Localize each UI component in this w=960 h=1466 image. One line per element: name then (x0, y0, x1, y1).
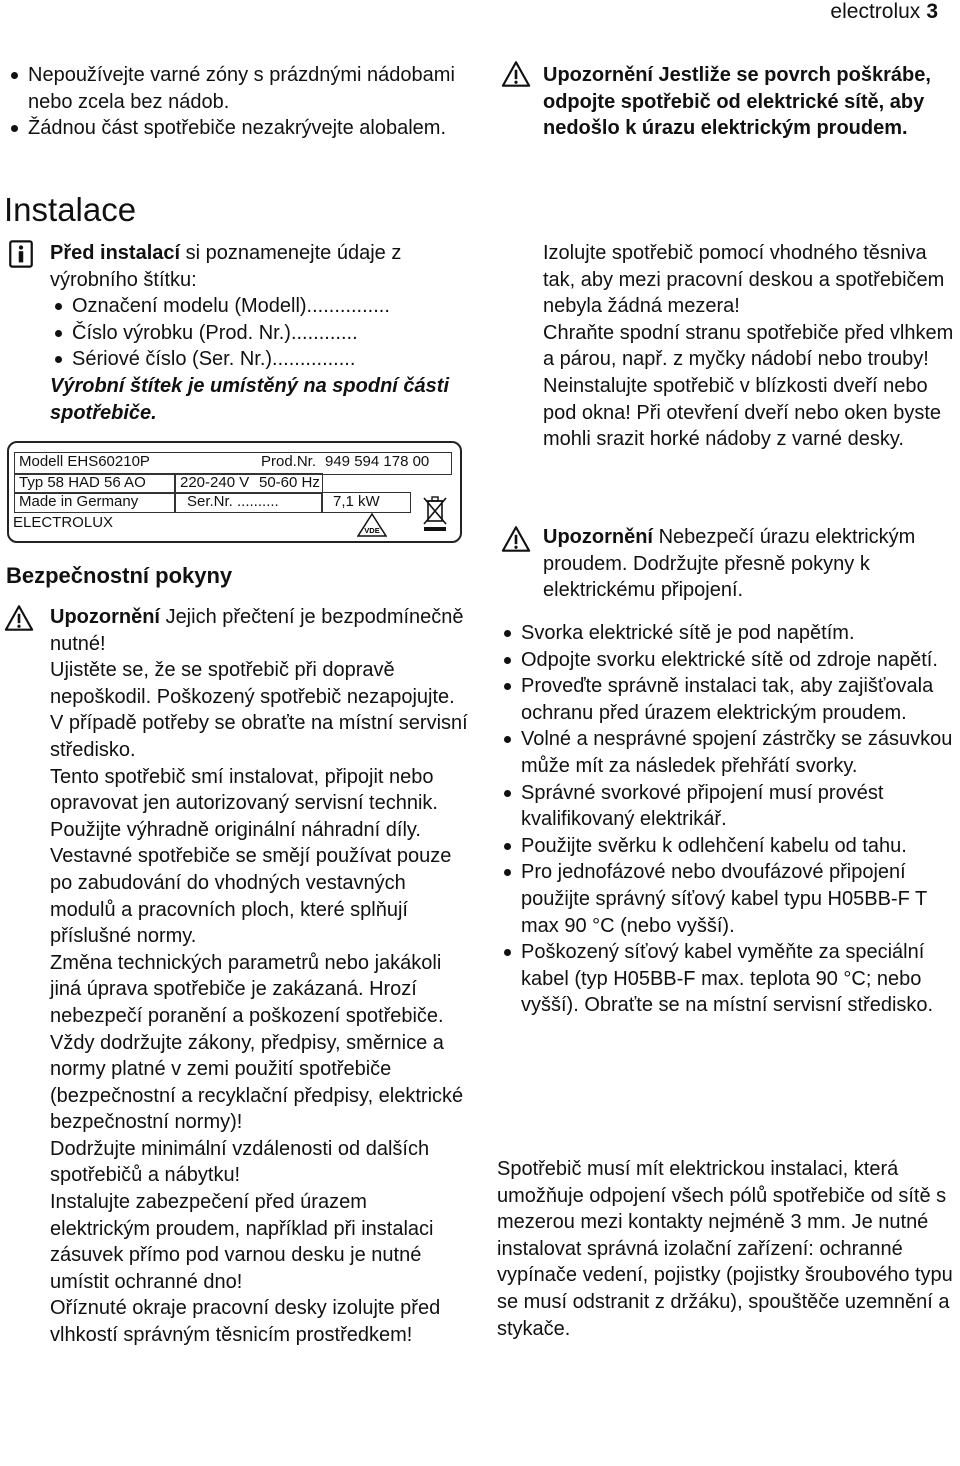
warning-icon (501, 60, 531, 88)
list-item: Sériové číslo (Ser. Nr.)............... (50, 346, 470, 373)
page-number: 3 (926, 0, 938, 23)
list-item: Odpojte svorku elektrické sítě od zdroje napětí. (499, 647, 959, 674)
safety-title: Bezpečnostní pokyny (6, 563, 233, 588)
warning-label: Upozornění (543, 526, 653, 548)
list-item: Nepoužívejte varné zóny s prázdnými nádobami nebo zcela bez nádob. (6, 62, 456, 115)
warning-icon (4, 604, 34, 632)
info-icon (6, 240, 36, 268)
vde-mark-icon (357, 513, 387, 537)
surface-damage-warning: Upozornění Jestliže se povrch poškrábe, odpojte spotřebič od elektrické sítě, aby nedošlo k úrazu elektrickým proudem. (543, 64, 931, 140)
paragraph: Neinstalujte spotřebič v blízkosti dveří nebo pod okna! Při otevření dveří nebo oken byste mohli srazit horké nádoby z varné desky. (543, 374, 942, 451)
plate-type: Typ 58 HAD 56 AO (19, 474, 146, 491)
paragraph: Tento spotřebič smí instalovat, připojit nebo opravovat jen autorizovaný servisní technik. Použijte výhradně originální náhradní díly. (50, 765, 438, 841)
installation-notes (543, 240, 960, 453)
paragraph: Chraňte spodní stranu spotřebiče před vlhkem a párou, např. z myčky nádobí nebo trouby! (543, 321, 954, 371)
list-item: Žádnou část spotřebiče nezakrývejte alobalem. (6, 115, 456, 142)
list-item: Pro jednofázové nebo dvoufázové připojení použijte správný síťový kabel typu H05BB-F T max 90 °C (nebo vyšší). (499, 859, 959, 939)
list-item: Svorka elektrické sítě je pod napětím. (499, 620, 959, 647)
info-bold: Před instalací (50, 242, 181, 264)
plate-prod-nr: 949 594 178 00 (325, 453, 430, 470)
warning-label: Upozornění (50, 606, 160, 628)
list-item: Použijte svěrku k odlehčení kabelu od tahu. (499, 833, 959, 860)
rating-plate (7, 441, 462, 543)
plate-brand: ELECTROLUX (13, 514, 114, 531)
info-block (50, 240, 470, 426)
warning-icon (501, 525, 531, 553)
info-list (50, 293, 470, 373)
list-item: Volné a nesprávné spojení zástrčky se zásuvkou může mít za následek přehřátí svorky. (499, 726, 959, 779)
list-item: Číslo výrobku (Prod. Nr.)............ (50, 320, 470, 347)
closing-paragraph: Spotřebič musí mít elektrickou instalaci, která umožňuje odpojení všech pólů spotřebiče od sítě s mezerou mezi kontakty nejméně 3 mm. Je nutné instalovat správná izolační zařízení: ochranné vypínače vedení, pojistky (pojistky šroubového typu se musí odstranit z držáku), spouštěče uzemnění a stykače. (497, 1158, 953, 1340)
electric-shock-warning (543, 524, 960, 604)
paragraph: Ujistěte se, že se spotřebič při dopravě nepoškodil. Poškozený spotřebič nezapojujte. V případě potřeby se obraťte na místní servisní středisko. (50, 659, 468, 761)
paragraph: Vestavné spotřebiče se smějí používat pouze po zabudování do vhodných vestavných modulů a pracovních ploch, které splňují příslušné normy. (50, 845, 452, 948)
paragraph: Instalujte zabezpečení před úrazem elektrickým proudem, například při instalaci zásuvek přímo pod varnou desku je nutné umístit ochranné dno! (50, 1191, 434, 1293)
info-text: si poznamenejte údaje z výrobního štítku: (50, 242, 402, 291)
list-item: Poškozený síťový kabel vyměňte za speciální kabel (typ H05BB-F max. teplota 90 °C; nebo vyšší). Obraťte se na místní servisní středisko. (499, 939, 959, 1019)
page-header (830, 0, 938, 24)
list-item: Proveďte správně instalaci tak, aby zajišťovala ochranu před úrazem elektrickým proudem. (499, 673, 959, 726)
brand-name: electrolux (830, 0, 921, 23)
plate-location-note: Výrobní štítek je umístěný na spodní části spotřebiče. (50, 374, 449, 424)
info-intro (50, 240, 470, 293)
plate-voltage: 220-240 V (180, 474, 250, 491)
paragraph: Vždy dodržujte zákony, předpisy, směrnice a normy platné v zemi použití spotřebiče (bezpečnostní a recyklační předpisy, elektrické bezpečnostní normy)! (50, 1031, 464, 1134)
warning-text: Nebezpečí úrazu elektrickým proudem. Dodržujte přesně pokyny k elektrickému připojení. (543, 526, 916, 602)
list-item: Správné svorkové připojení musí provést kvalifikovaný elektrikář. (499, 780, 959, 833)
plate-model: Modell EHS60210P (19, 453, 150, 470)
safety-text-block (50, 604, 470, 1349)
paragraph: Změna technických parametrů nebo jakákoli jiná úprava spotřebiče je zakázaná. Hrozí nebezpečí poranění a poškození spotřebiče. (50, 951, 444, 1027)
electrical-bullet-list (499, 620, 959, 1019)
weee-bin-icon (421, 493, 449, 533)
safety-warning (50, 604, 470, 657)
paragraph: Oříznuté okraje pracovní desky izolujte před vlhkostí správným těsnicím prostředkem! (50, 1297, 441, 1347)
plate-prod-label: Prod.Nr. (261, 453, 317, 470)
section-title-instalace: Instalace (4, 191, 137, 228)
top-bullet-list (6, 62, 456, 142)
vde-label: VDE (364, 526, 380, 535)
plate-ser-label: Ser.Nr. .......... (187, 493, 279, 510)
list-item: Označení modelu (Modell)............... (50, 293, 470, 320)
plate-frequency: 50-60 Hz (259, 474, 320, 491)
plate-power: 7,1 kW (333, 493, 380, 510)
paragraph: Izolujte spotřebič pomocí vhodného těsniva tak, aby mezi pracovní deskou a spotřebičem nebyla žádná mezera! (543, 242, 945, 318)
plate-made-in: Made in Germany (19, 493, 139, 510)
warning-text: Jejich přečtení je bezpodmínečně nutné! (50, 606, 464, 655)
paragraph: Dodržujte minimální vzdálenosti od dalších spotřebičů a nábytku! (50, 1137, 430, 1187)
